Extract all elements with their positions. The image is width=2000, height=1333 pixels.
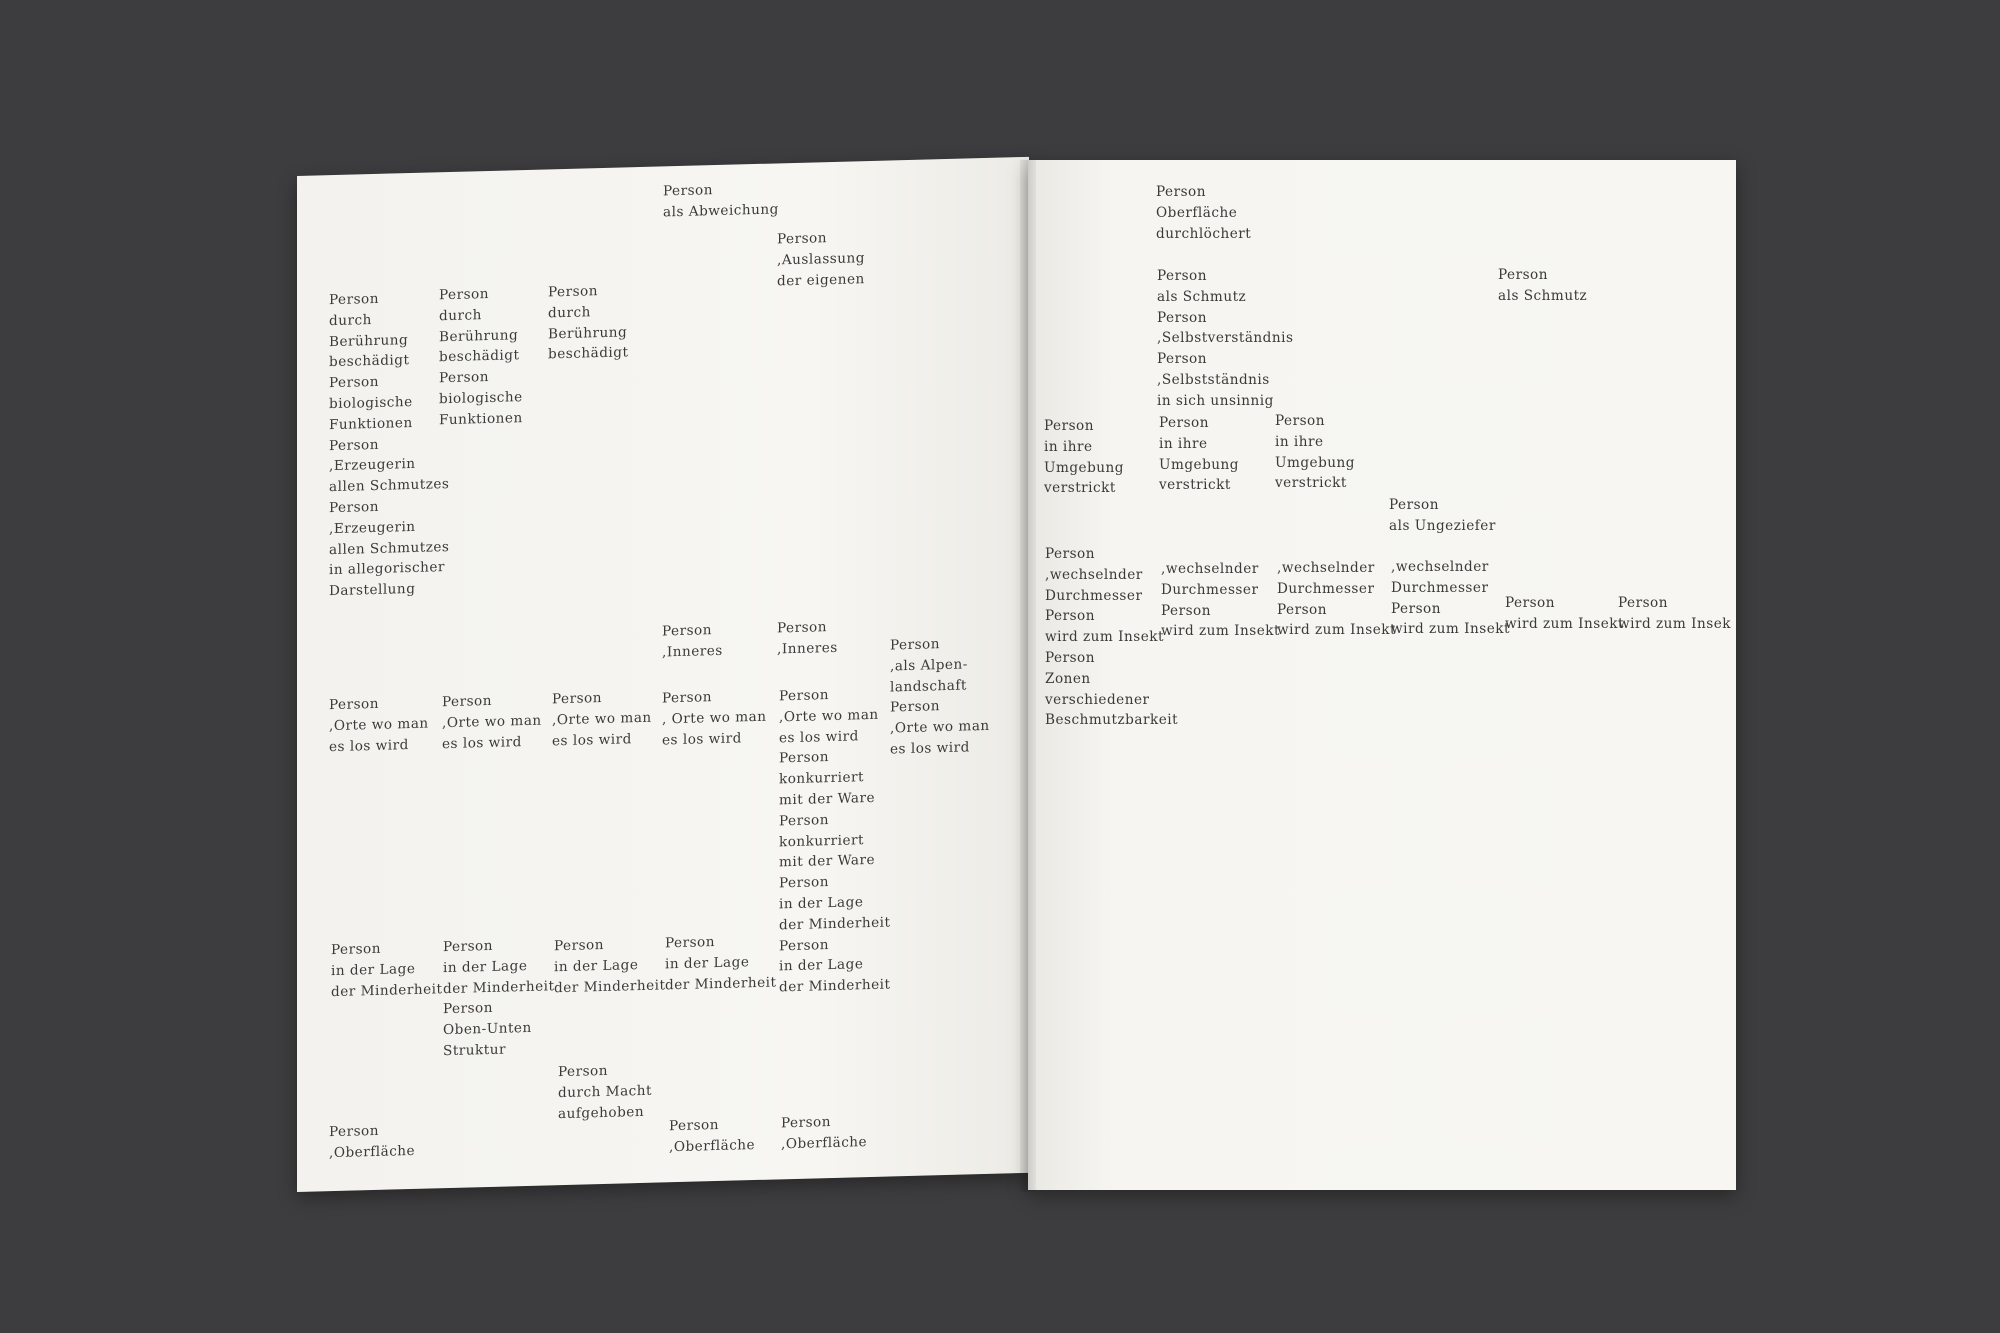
text-line: Person — [548, 283, 598, 301]
text-line: landschaft — [890, 677, 967, 696]
text-line: biologische — [329, 393, 413, 413]
text-line: Person — [1391, 600, 1441, 617]
text-line: Person — [1157, 309, 1207, 326]
text-line: durchlöchert — [1156, 225, 1252, 242]
text-line: Person — [558, 1062, 608, 1081]
text-line: aufgehoben — [558, 1103, 645, 1122]
text-line: Person — [1275, 413, 1325, 429]
text-line: Person — [331, 940, 381, 959]
left-text-block-10 — [442, 690, 542, 755]
text-line: Person — [329, 290, 379, 309]
text-line: ,als Alpen- — [890, 656, 968, 675]
text-line: konkurriert — [779, 769, 865, 788]
text-line: Oberfläche — [1156, 204, 1238, 221]
text-line: der Minderheit — [779, 976, 891, 996]
text-line: Person — [1045, 608, 1095, 625]
text-line: beschädigt — [439, 347, 520, 366]
text-line: mit der Ware — [779, 852, 876, 871]
text-line: Person — [329, 374, 379, 392]
text-line: ,Selbstständnis — [1157, 371, 1270, 388]
text-line: allen Schmutzes — [329, 538, 450, 558]
text-line: ,Selbstverständnis — [1157, 330, 1294, 347]
left-text-block-8 — [890, 633, 990, 760]
text-line: allen Schmutzes — [329, 476, 450, 496]
text-line: Person — [781, 1114, 831, 1132]
text-line: Berührung — [439, 326, 519, 345]
text-line: ,Inneres — [777, 639, 838, 658]
text-line: Person — [1389, 497, 1439, 513]
text-line: ,Orte wo man — [329, 715, 429, 734]
text-line: mit der Ware — [779, 789, 876, 809]
text-line: ,Inneres — [662, 642, 723, 661]
text-line: Person — [779, 749, 829, 767]
text-line: Umgebung — [1159, 456, 1240, 473]
text-line: Berührung — [329, 331, 409, 350]
text-line: durch — [548, 304, 591, 322]
text-line: wird zum Insekt — [1277, 622, 1396, 639]
text-line: es los wird — [552, 730, 632, 749]
right-text-block-12 — [1505, 593, 1624, 635]
text-line: durch Macht — [558, 1082, 652, 1101]
text-line: Person — [439, 369, 489, 387]
text-line: ,Orte wo man — [552, 709, 652, 729]
text-line: , Orte wo man — [662, 708, 767, 728]
text-line: wird zum Insekt — [1505, 615, 1624, 632]
text-line: Person — [669, 1116, 719, 1135]
text-line: Durchmesser — [1161, 581, 1259, 598]
text-line: Person — [890, 636, 940, 654]
text-line: Person — [1045, 546, 1095, 562]
right-text-block-11 — [1391, 557, 1510, 640]
text-line: wird zum Insekt — [1161, 623, 1280, 640]
text-line: verschiedener — [1045, 691, 1150, 708]
text-line: es los wird — [329, 736, 409, 755]
text-line: ,wechselnder — [1161, 561, 1259, 577]
text-line: durch — [439, 306, 482, 325]
text-line: Person — [1498, 267, 1548, 283]
text-line: ,wechselnder — [1045, 566, 1143, 583]
text-line: wird zum Insekt — [1391, 621, 1510, 638]
text-line: Person — [662, 622, 712, 640]
right-text-block-5 — [1159, 413, 1239, 496]
text-line: Oben-Unten — [443, 1020, 532, 1039]
text-line: in ihre — [1159, 435, 1208, 452]
text-line: ,Orte wo man — [890, 718, 990, 737]
text-line: in der Lage — [665, 953, 750, 973]
left-text-block-15 — [443, 934, 554, 1062]
left-text-block-9 — [329, 693, 429, 758]
left-page — [297, 157, 1029, 1192]
text-line: Person — [890, 698, 940, 716]
text-line: Funktionen — [439, 409, 523, 429]
text-line: Person — [779, 687, 829, 705]
text-line: Person — [662, 689, 712, 707]
right-text-block-2 — [1157, 266, 1293, 412]
left-text-block-14 — [331, 937, 442, 1002]
text-line: in allegorischer — [329, 559, 445, 579]
left-text-block-19 — [329, 1120, 415, 1164]
right-text-block-10 — [1277, 558, 1396, 641]
text-line: Person — [329, 1122, 379, 1141]
text-line: ,Erzeugerin — [329, 518, 416, 537]
text-line: durch — [329, 311, 372, 329]
left-text-block-21 — [781, 1111, 867, 1155]
right-text-block-1 — [1156, 182, 1251, 244]
text-line: Person — [443, 1000, 493, 1018]
left-text-block-1 — [663, 178, 779, 223]
text-line: der eigenen — [777, 270, 865, 290]
left-text-block-11 — [552, 687, 652, 752]
text-line: in der Lage — [443, 957, 528, 976]
text-line: Person — [1045, 649, 1095, 666]
text-line: in der Lage — [779, 956, 864, 975]
text-line: es los wird — [442, 733, 522, 752]
text-line: Person — [1044, 418, 1094, 434]
text-line: Person — [777, 619, 827, 637]
text-line: Person — [665, 934, 715, 952]
left-text-block-12 — [662, 686, 767, 751]
text-line: Person — [779, 874, 829, 892]
left-text-block-2 — [777, 227, 865, 292]
text-line: ,Orte wo man — [779, 706, 879, 726]
book-gutter — [1020, 160, 1036, 1192]
text-line: in sich unsinnig — [1157, 392, 1274, 409]
left-text-block-16 — [554, 933, 665, 998]
text-line: Person — [777, 230, 827, 248]
right-text-block-6 — [1275, 411, 1355, 494]
text-line: Darstellung — [329, 581, 416, 600]
left-text-block-7 — [777, 617, 838, 660]
left-text-block-4 — [439, 283, 523, 431]
text-line: der Minderheit — [443, 977, 555, 997]
text-line: Person — [1159, 415, 1209, 431]
text-line: der Minderheit — [779, 914, 891, 934]
right-text-block-9 — [1161, 559, 1280, 642]
text-line: ,Oberfläche — [781, 1133, 868, 1153]
text-line: Person — [1157, 268, 1207, 284]
text-line: Durchmesser — [1045, 587, 1143, 604]
left-text-block-13 — [779, 683, 890, 998]
text-line: Berührung — [548, 323, 628, 343]
text-line: ,Erzeugerin — [329, 456, 416, 475]
text-line: in ihre — [1275, 433, 1324, 450]
text-line: beschädigt — [548, 344, 629, 363]
text-line: als Schmutz — [1157, 288, 1247, 305]
text-line: als Ungeziefer — [1389, 517, 1496, 534]
text-line: ,Orte wo man — [442, 712, 542, 731]
text-line: Person — [443, 937, 493, 956]
text-line: Person — [1505, 595, 1555, 611]
text-line: als Schmutz — [1498, 287, 1588, 304]
text-line: Person — [1157, 351, 1207, 368]
text-line: Person — [439, 285, 489, 304]
text-line: es los wird — [779, 727, 859, 746]
text-line: Person — [554, 936, 604, 955]
text-line: Person — [552, 690, 602, 708]
left-text-block-3 — [329, 287, 449, 602]
right-text-block-13 — [1618, 593, 1731, 635]
text-line: Struktur — [443, 1041, 506, 1060]
text-line: Person — [1618, 595, 1668, 611]
right-text-block-3 — [1498, 265, 1587, 307]
text-line: Zonen — [1045, 670, 1091, 687]
text-line: es los wird — [890, 739, 970, 758]
text-line: Umgebung — [1275, 454, 1356, 471]
text-line: wird zum Insek — [1618, 615, 1732, 632]
text-line: ,Oberfläche — [329, 1142, 416, 1161]
text-line: verstrickt — [1159, 477, 1231, 494]
left-text-block-18 — [558, 1060, 652, 1125]
right-page — [1028, 160, 1736, 1190]
left-text-block-5 — [548, 280, 628, 365]
text-line: in der Lage — [331, 960, 416, 979]
text-line: Person — [329, 436, 379, 454]
text-line: als Abweichung — [663, 201, 779, 221]
text-line: konkurriert — [779, 831, 865, 850]
left-text-block-17 — [665, 930, 776, 995]
text-line: Person — [442, 692, 492, 711]
text-line: wird zum Insekt — [1045, 629, 1164, 646]
left-text-block-20 — [669, 1114, 755, 1158]
text-line: Person — [329, 498, 379, 517]
text-line: in der Lage — [554, 956, 639, 976]
text-line: Person — [779, 811, 829, 830]
text-line: der Minderheit — [554, 976, 666, 996]
text-line: Beschmutzbarkeit — [1045, 712, 1179, 729]
text-line: Durchmesser — [1277, 580, 1375, 597]
text-line: Umgebung — [1044, 459, 1125, 476]
text-line: Person — [1161, 602, 1211, 619]
text-line: verstrickt — [1044, 480, 1116, 497]
right-text-block-4 — [1044, 416, 1124, 499]
text-line: in der Lage — [779, 894, 864, 913]
text-line: biologische — [439, 389, 523, 408]
text-line: ,Oberfläche — [669, 1136, 756, 1156]
left-text-block-6 — [662, 620, 723, 663]
text-line: ,Auslassung — [777, 249, 865, 269]
text-line: Person — [329, 695, 379, 714]
text-line: der Minderheit — [331, 980, 443, 1000]
right-text-block-8 — [1045, 544, 1178, 731]
text-line: beschädigt — [329, 352, 410, 371]
text-line: Person — [663, 182, 713, 200]
text-line: Durchmesser — [1391, 579, 1489, 596]
text-line: Person — [1156, 184, 1206, 200]
text-line: Person — [1277, 601, 1327, 618]
text-line: verstrickt — [1275, 475, 1347, 492]
text-line: in ihre — [1044, 438, 1093, 455]
text-line: Funktionen — [329, 414, 413, 433]
right-text-block-7 — [1389, 495, 1496, 537]
text-line: Person — [779, 936, 829, 954]
text-line: der Minderheit — [665, 974, 777, 993]
text-line: ,wechselnder — [1277, 560, 1375, 576]
text-line: es los wird — [662, 729, 742, 749]
text-line: ,wechselnder — [1391, 559, 1489, 575]
